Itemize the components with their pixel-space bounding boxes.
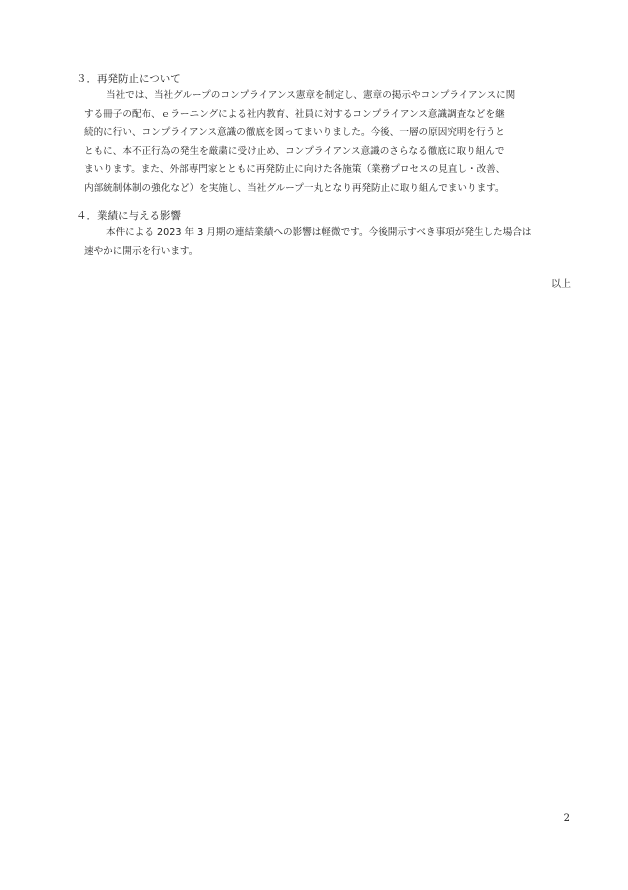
closing-mark: 以上	[551, 279, 571, 290]
page-number: 2	[563, 813, 570, 824]
paragraph-line: まいります。また、外部専門家とともに再発防止に向けた各施策（業務プロセスの見直し・改善、	[84, 164, 506, 175]
section-heading: ４．業績に与える影響	[76, 210, 181, 222]
paragraph-line: 当社では、当社グループのコンプライアンス憲章を制定し、憲章の掲示やコンプライアンスに関	[106, 90, 516, 101]
section-paragraph	[84, 87, 576, 198]
paragraph-line: 続的に行い、コンプライアンス意識の徹底を図ってまいりました。今後、一層の原因究明を行うと	[84, 127, 505, 138]
paragraph-line: 本件による 2023 年 3 月期の連結業績への影響は軽微です。今後開示すべき事項が発生した場合は	[106, 227, 532, 238]
paragraph-line: 内部統制体制の強化など）を実施し、当社グループ一丸となり再発防止に取り組んでまいります。	[84, 182, 505, 194]
section-heading: ３．再発防止について	[76, 73, 181, 85]
paragraph-line: 速やかに開示を行います。	[84, 245, 199, 257]
section-paragraph	[84, 224, 576, 261]
section-recurrence-prevention	[76, 71, 576, 198]
section-business-impact	[76, 208, 576, 261]
paragraph-line: する冊子の配布、ｅラーニングによる社内教育、社員に対するコンプライアンス意識調査などを継	[84, 108, 505, 120]
paragraph-line: ともに、本不正行為の発生を厳粛に受け止め、コンプライアンス意識のさらなる徹底に取り組んで	[84, 145, 505, 157]
